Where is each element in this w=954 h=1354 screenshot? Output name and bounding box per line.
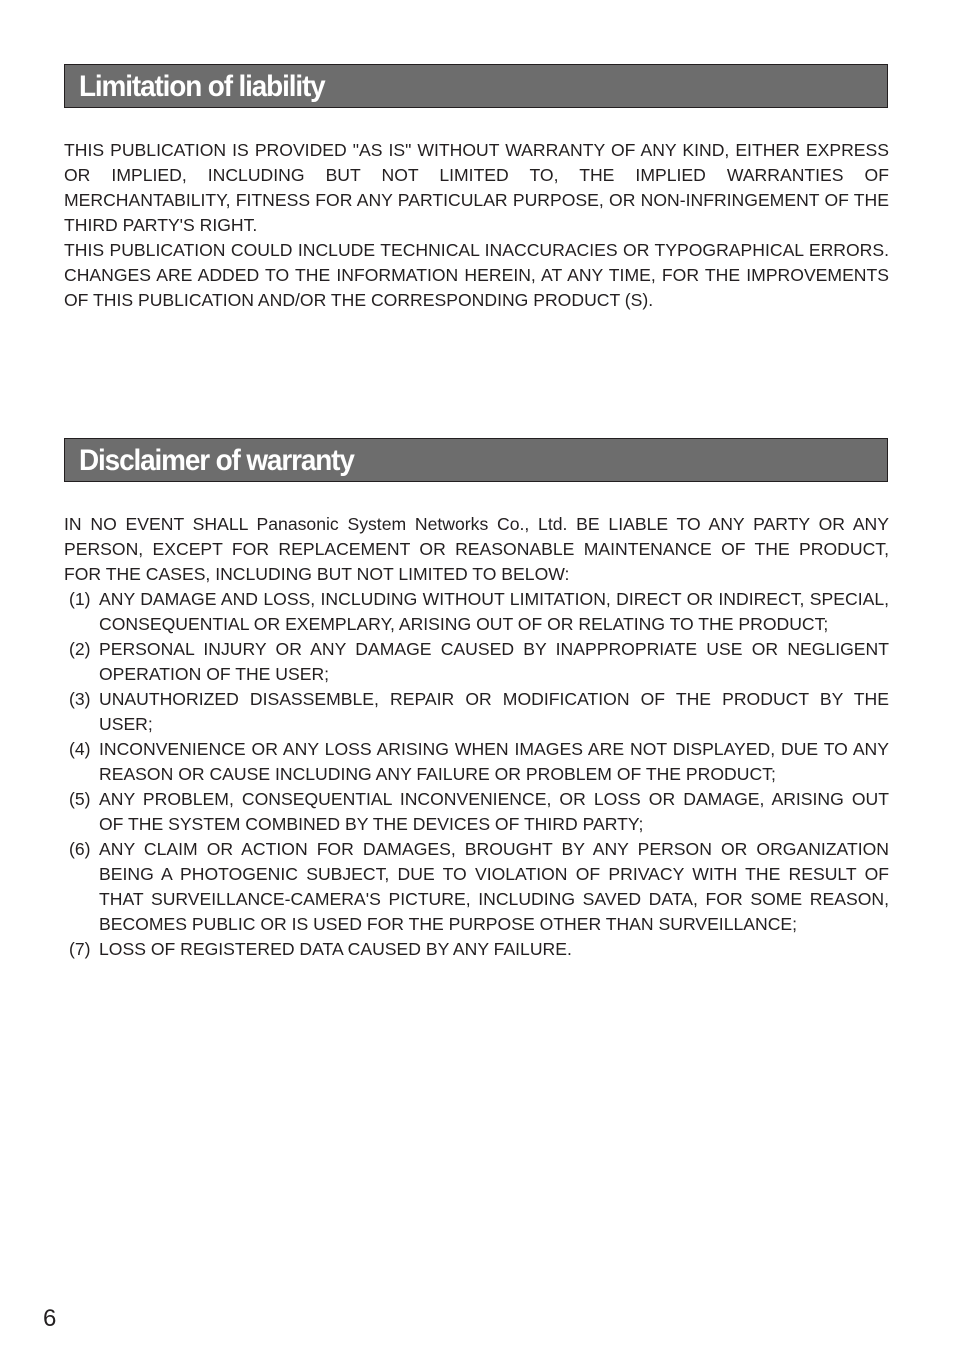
disclaimer-section-header [64,438,888,482]
page-number: 6 [43,1305,57,1332]
list-item-text: ANY CLAIM OR ACTION FOR DAMAGES, BROUGHT BY ANY PERSON OR ORGANIZATION BEING A PHOTOGENIC SUBJECT, DUE TO VIOLATION OF PRIVACY WITH THE RESULT OF THAT SURVEILLANCE-CAMERA'S PICTURE, INCLUDING SAVED DATA, FOR SOME REASON, BECOMES PUBLIC OR IS USED FOR THE PURPOSE OTHER THAN SURVEILLANCE; [99,839,889,934]
disclaimer-section-body [64,512,889,962]
list-item-number: (4) [69,739,91,759]
disclaimer-intro: IN NO EVENT SHALL Panasonic System Networks Co., Ltd. BE LIABLE TO ANY PARTY OR ANY PERSON, EXCEPT FOR REPLACEMENT OR REASONABLE MAINTENANCE OF THE PRODUCT, FOR THE CASES, INCLUDING BUT NOT LIMITED TO BELOW: [64,514,889,584]
limitation-paragraph: THIS PUBLICATION IS PROVIDED "AS IS" WITHOUT WARRANTY OF ANY KIND, EITHER EXPRESS OR IMPLIED, INCLUDING BUT NOT LIMITED TO, THE IMPLIED WARRANTIES OF MERCHANTABILITY, FITNESS FOR ANY PARTICULAR PURPOSE, OR NON-INFRINGEMENT OF THE THIRD PARTY'S RIGHT. [64,140,889,235]
list-item-number: (3) [69,689,91,709]
list-item-number: (5) [69,789,91,809]
disclaimer-list-item [64,737,889,787]
disclaimer-list-item [64,687,889,737]
disclaimer-list [64,587,889,962]
list-item-number: (6) [69,839,91,859]
disclaimer-list-item [64,787,889,837]
limitation-section-body [64,138,889,313]
limitation-section-header [64,64,888,108]
disclaimer-list-item [64,837,889,937]
limitation-paragraph: THIS PUBLICATION COULD INCLUDE TECHNICAL INACCURACIES OR TYPOGRAPHICAL ERRORS. CHANGES ARE ADDED TO THE INFORMATION HEREIN, AT ANY TIME, FOR THE IMPROVEMENTS OF THIS PUBLICATION AND/OR THE CORRESPONDING PRODUCT (S). [64,240,889,310]
list-item-text: ANY PROBLEM, CONSEQUENTIAL INCONVENIENCE, OR LOSS OR DAMAGE, ARISING OUT OF THE SYSTEM COMBINED BY THE DEVICES OF THIRD PARTY; [99,789,889,834]
list-item-text: INCONVENIENCE OR ANY LOSS ARISING WHEN IMAGES ARE NOT DISPLAYED, DUE TO ANY REASON OR CAUSE INCLUDING ANY FAILURE OR PROBLEM OF THE PRODUCT; [99,739,889,784]
disclaimer-list-item [64,937,889,962]
limitation-section-title: Limitation of liability [79,70,325,103]
list-item-text: UNAUTHORIZED DISASSEMBLE, REPAIR OR MODIFICATION OF THE PRODUCT BY THE USER; [99,689,889,734]
list-item-number: (7) [69,939,91,959]
disclaimer-list-item [64,637,889,687]
list-item-text: LOSS OF REGISTERED DATA CAUSED BY ANY FAILURE. [99,939,572,959]
disclaimer-list-item [64,587,889,637]
disclaimer-section-title: Disclaimer of warranty [79,444,354,477]
list-item-number: (1) [69,589,91,609]
list-item-number: (2) [69,639,91,659]
list-item-text: PERSONAL INJURY OR ANY DAMAGE CAUSED BY INAPPROPRIATE USE OR NEGLIGENT OPERATION OF THE USER; [99,639,889,684]
list-item-text: ANY DAMAGE AND LOSS, INCLUDING WITHOUT LIMITATION, DIRECT OR INDIRECT, SPECIAL, CONSEQUENTIAL OR EXEMPLARY, ARISING OUT OF OR RELATING TO THE PRODUCT; [99,589,889,634]
